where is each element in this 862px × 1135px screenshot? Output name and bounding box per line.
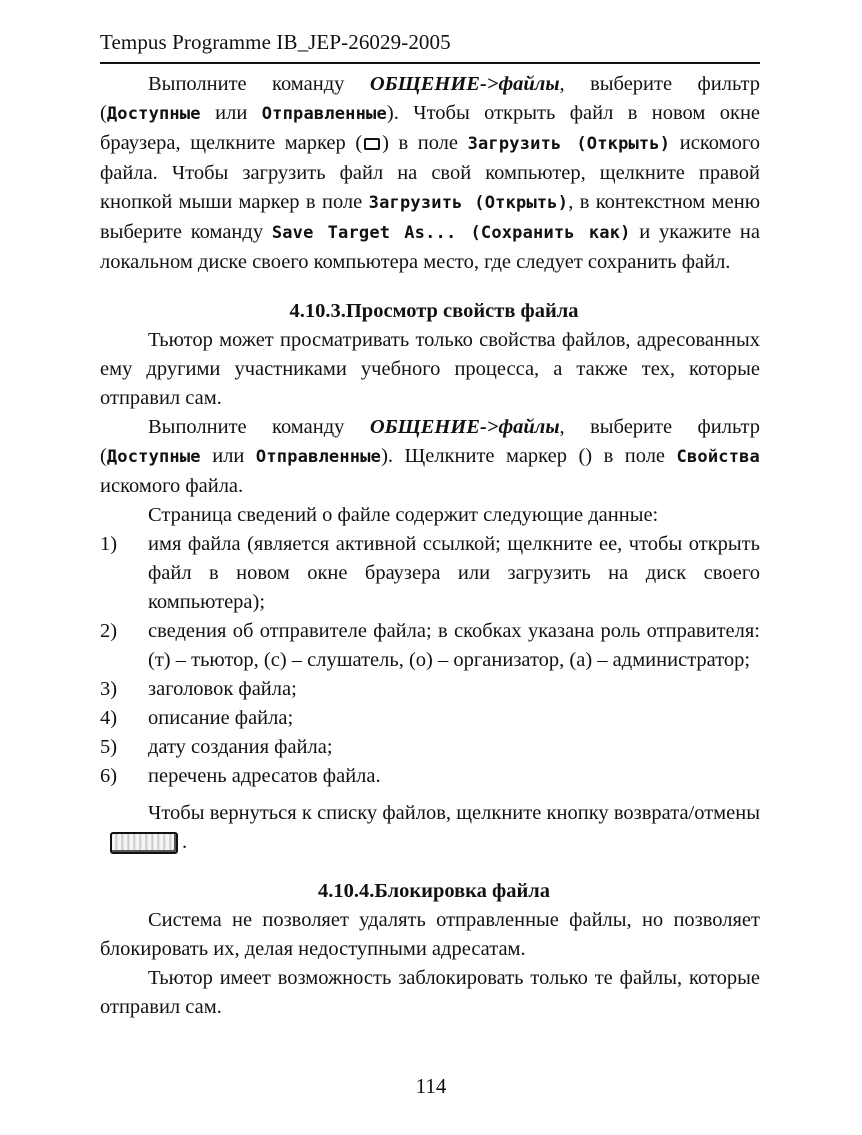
section-title-4-10-4: 4.10.4.Блокировка файла xyxy=(317,880,551,902)
marker-icon xyxy=(364,138,380,150)
list-item-number: 2) xyxy=(100,620,118,642)
list-item-number: 3) xyxy=(100,678,118,700)
section-4-10-3-paragraph-3: Страница сведений о файле содержит следующие данные: xyxy=(148,504,659,526)
s3-command: ОБЩЕНИЕ->файлы xyxy=(369,416,560,438)
list-item xyxy=(100,617,760,675)
intro-text-6: искомого файла. Чтобы загрузить файл на свой компьютер, щелкните правой кнопкой мыши маркер в поле xyxy=(100,132,761,213)
back-instruction-text: Чтобы вернуться к списку файлов, щелкните кнопку возврата/отмены xyxy=(148,802,760,824)
section-4-10-4-paragraph-2: Тьютор имеет возможность заблокировать только те файлы, которые отправил сам. xyxy=(100,967,760,1018)
header-rule xyxy=(100,62,760,64)
list-item xyxy=(100,530,760,617)
list-item-number: 5) xyxy=(100,736,118,758)
section-4-10-4-paragraph-1: Система не позволяет удалять отправленные файлы, но позволяет блокировать их, делая недоступными адресатам. xyxy=(100,909,760,960)
running-header: Tempus Programme IB_JEP-26029-2005 xyxy=(100,30,451,54)
list-item-number: 1) xyxy=(100,533,118,555)
list-item-text: заголовок файла; xyxy=(148,678,297,700)
page-number: 114 xyxy=(415,1074,447,1098)
s3-field-properties: Свойства xyxy=(676,447,760,467)
intro-text-4: ). Чтобы открыть файл в новом окне браузера, щелкните маркер ( xyxy=(100,102,761,154)
list-item xyxy=(100,675,760,704)
s3-filter-sent: Отправленные xyxy=(255,447,382,467)
list-item xyxy=(100,704,760,733)
page-content xyxy=(100,70,760,1022)
s3-text-5: искомого файла. xyxy=(100,475,244,497)
section-4-10-3-paragraph-4 xyxy=(100,799,760,857)
section-4-10-3-paragraph-1: Тьютор может просматривать только свойства файлов, адресованных ему другими участниками учебного процесса, а также тех, которые отправил сам. xyxy=(100,329,760,409)
section-title-4-10-3: 4.10.3.Просмотр свойств файла xyxy=(289,300,579,322)
intro-paragraph xyxy=(100,70,760,277)
list-item-number: 4) xyxy=(100,707,118,729)
list-item-text: дату создания файла; xyxy=(148,736,333,758)
intro-field-download: Загрузить (Открыть) xyxy=(467,134,671,154)
list-item-text: перечень адресатов файла. xyxy=(148,765,381,787)
intro-text-1: Выполните команду xyxy=(148,73,370,95)
s3-text-1: Выполните команду xyxy=(148,416,370,438)
back-cancel-button-icon xyxy=(110,832,178,854)
section-4-10-3-paragraph-2 xyxy=(100,413,760,501)
file-info-list xyxy=(100,530,760,791)
intro-save-target-command: Save Target As... (Сохранить как) xyxy=(271,223,631,243)
s3-text-2: , выберите фильтр ( xyxy=(100,416,760,467)
back-instruction-end: . xyxy=(182,831,188,853)
intro-text-8: и укажите на локальном диске своего компьютера место, где следует сохранить файл. xyxy=(100,221,760,273)
list-item xyxy=(100,733,760,762)
intro-filter-sent: Отправленные xyxy=(261,104,387,124)
list-item xyxy=(100,762,760,791)
intro-text-5: ) в поле xyxy=(382,132,468,154)
s3-filter-available: Доступные xyxy=(106,447,201,467)
list-item-text: имя файла (является активной ссылкой; щелкните ее, чтобы открыть файл в новом окне браузера или загрузить на диск своего компьютера); xyxy=(148,533,760,613)
intro-filter-available: Доступные xyxy=(106,104,201,124)
s3-text-4: ). Щелкните маркер () в поле xyxy=(381,445,677,467)
intro-field-download-2: Загрузить (Открыть) xyxy=(368,193,569,213)
list-item-text: сведения об отправителе файла; в скобках указана роль отправителя: (т) – тьютор, (с) – слушатель, (о) – организатор, (а) – администратор; xyxy=(148,620,760,671)
intro-command: ОБЩЕНИЕ->файлы xyxy=(369,73,560,95)
intro-text-7: , в контекстном меню выберите команду xyxy=(100,191,761,243)
s3-text-3: или xyxy=(200,445,256,467)
intro-text-2: , выберите фильтр ( xyxy=(100,73,760,124)
intro-text-3: или xyxy=(200,102,262,124)
list-item-text: описание файла; xyxy=(148,707,294,729)
list-item-number: 6) xyxy=(100,765,118,787)
